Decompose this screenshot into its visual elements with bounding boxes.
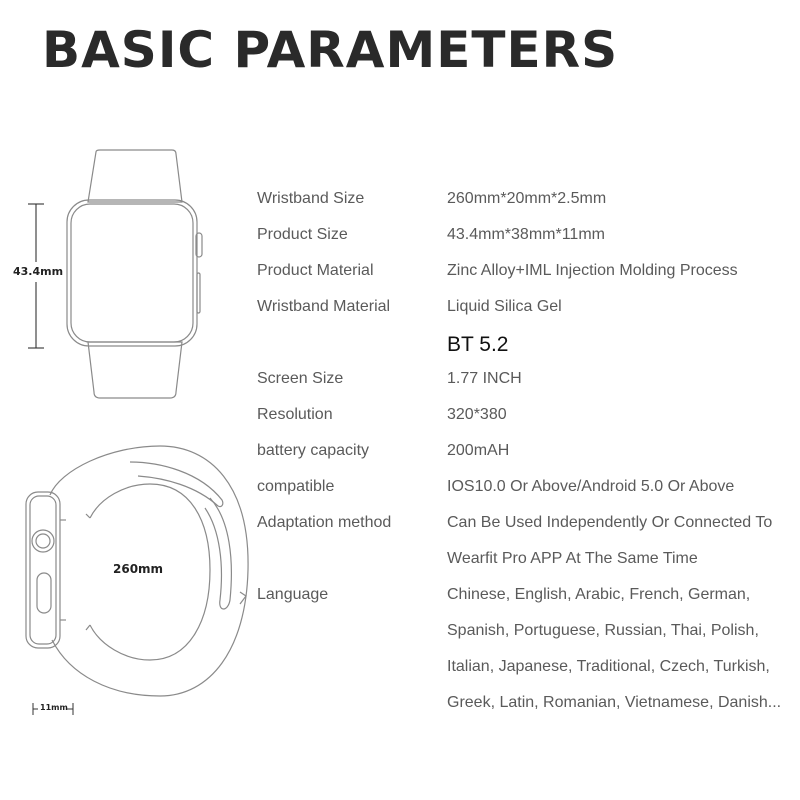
param-label-compatible: compatible bbox=[257, 478, 335, 495]
watch-front-view bbox=[67, 150, 202, 398]
param-label-screen-size: Screen Size bbox=[257, 370, 344, 387]
param-value-compatible: IOS10.0 Or Above/Android 5.0 Or Above bbox=[447, 478, 735, 495]
param-label-language: Language bbox=[257, 586, 329, 603]
param-label-wristband-size: Wristband Size bbox=[257, 190, 365, 207]
param-value-screen-size: 1.77 INCH bbox=[447, 370, 522, 387]
param-value-resolution: 320*380 bbox=[447, 406, 507, 423]
dimension-thickness-label: 11mm bbox=[40, 703, 68, 712]
param-label-resolution: Resolution bbox=[257, 406, 333, 423]
param-value-wristband-material: Liquid Silica Gel bbox=[447, 298, 562, 315]
param-label-battery: battery capacity bbox=[257, 442, 370, 459]
param-value-language-line1: Chinese, English, Arabic, French, German, bbox=[447, 586, 751, 603]
param-label-wristband-material: Wristband Material bbox=[257, 298, 391, 315]
param-value-language-line4: Greek, Latin, Romanian, Vietnamese, Danish... bbox=[447, 694, 782, 711]
param-value-adaptation-line1: Can Be Used Independently Or Connected To bbox=[447, 514, 773, 531]
dimension-circumference-label: 260mm bbox=[113, 562, 164, 576]
param-label-adaptation: Adaptation method bbox=[257, 514, 392, 531]
param-label-product-material: Product Material bbox=[257, 262, 374, 279]
param-label-product-size: Product Size bbox=[257, 226, 348, 243]
param-value-bluetooth: BT 5.2 bbox=[447, 333, 509, 356]
page-title: BASIC PARAMETERS bbox=[42, 21, 619, 79]
param-value-language-line2: Spanish, Portuguese, Russian, Thai, Polish, bbox=[447, 622, 759, 639]
dimension-height-label: 43.4mm bbox=[13, 265, 64, 278]
param-value-wristband-size: 260mm*20mm*2.5mm bbox=[447, 190, 607, 207]
param-value-product-material: Zinc Alloy+IML Injection Molding Process bbox=[447, 262, 738, 279]
param-value-battery: 200mAH bbox=[447, 442, 510, 459]
param-value-language-line3: Italian, Japanese, Traditional, Czech, Turkish, bbox=[447, 658, 770, 675]
param-value-product-size: 43.4mm*38mm*11mm bbox=[447, 226, 605, 243]
param-value-adaptation-line2: Wearfit Pro APP At The Same Time bbox=[447, 550, 698, 567]
